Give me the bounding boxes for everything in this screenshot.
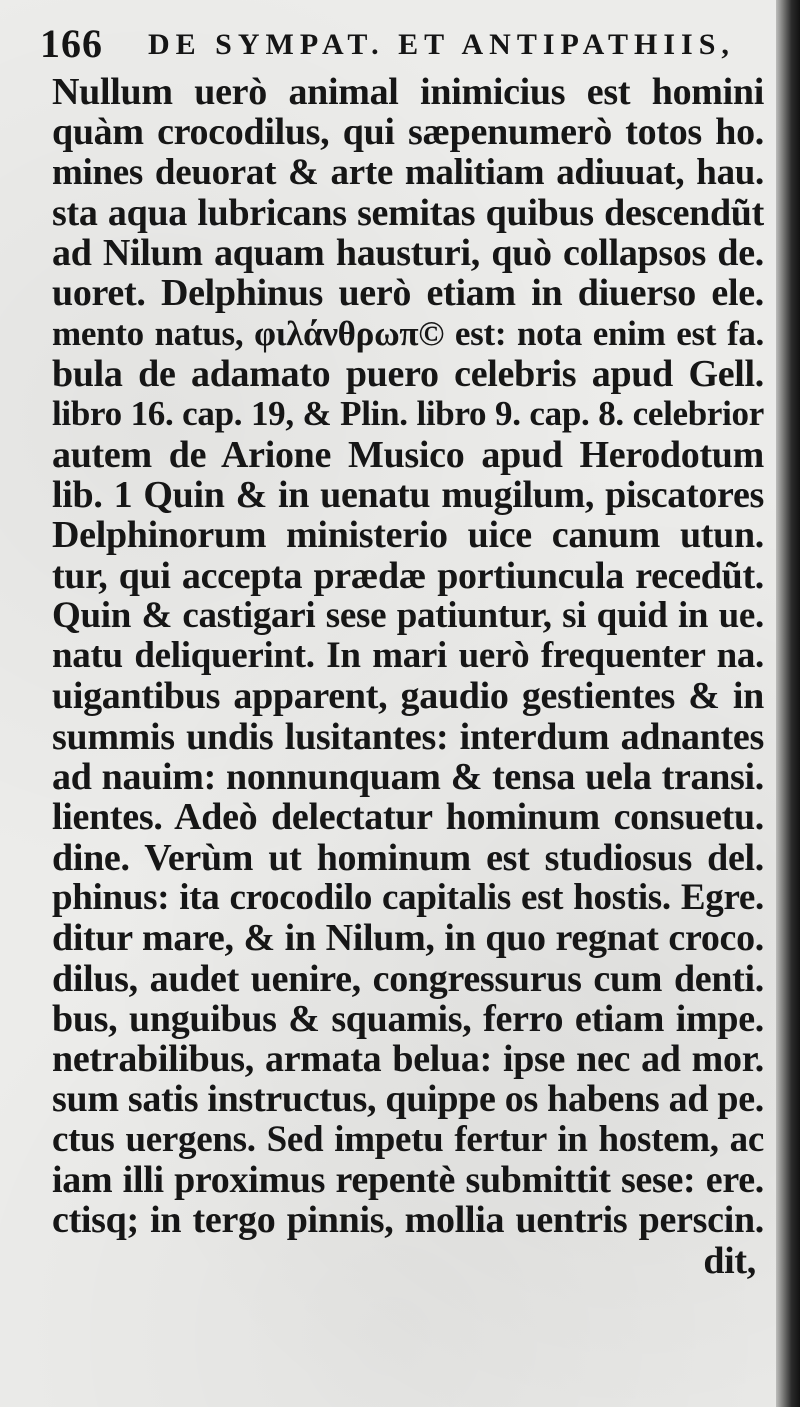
- text-line: ctus uergens. Sed impetu fertur in hostem, ac: [52, 1119, 764, 1160]
- text-line-last: dit,: [703, 1240, 756, 1281]
- text-line: summis undis lusitantes: interdum adnantes: [52, 716, 764, 758]
- text-line: natu deliquerint. In mari uerò frequenter na.: [52, 636, 764, 677]
- body-text: [52, 72, 764, 1392]
- book-spine-shadow: [776, 0, 800, 1407]
- text-line: mento natus, φιλάνθρωπ© est: nota enim est fa.: [52, 313, 764, 353]
- text-line: bus, unguibus & squamis, ferro etiam impe.: [52, 998, 764, 1040]
- text-line: dine. Verùm ut hominum est studiosus del.: [52, 837, 764, 878]
- running-head: DE SYMPAT. ET ANTIPATHIIS,: [148, 28, 735, 61]
- text-line: tur, qui accepta prædæ portiuncula recedũt.: [52, 555, 764, 596]
- text-line: libro 16. cap. 19, & Plin. libro 9. cap. 8. celebrior: [52, 394, 764, 434]
- text-line: Nullum uerò animal inimicius est homini: [52, 72, 764, 113]
- text-line: Delphinorum ministerio uice canum utun.: [52, 515, 764, 556]
- text-line: ditur mare, & in Nilum, in quo regnat croco.: [52, 918, 764, 959]
- text-line: ad nauim: nonnunquam & tensa uela transi.: [52, 757, 764, 798]
- text-line: uigantibus apparent, gaudio gestientes & in: [52, 676, 764, 717]
- text-line: mines deuorat & arte malitiam adiuuat, hau.: [52, 152, 764, 193]
- text-line: uoret. Delphinus uerò etiam in diuerso ele.: [52, 273, 764, 314]
- text-line: lientes. Adeò delectatur hominum consuetu.: [52, 797, 764, 838]
- page-number: 166: [40, 21, 103, 66]
- text-line: Quin & castigari sese patiuntur, si quid in ue.: [52, 595, 764, 636]
- text-line: ctisq; in tergo pinnis, mollia uentris perscin.: [52, 1200, 764, 1241]
- text-line: autem de Arione Musico apud Herodotum: [52, 434, 764, 475]
- text-line: sum satis instructus, quippe os habens ad pe.: [52, 1079, 764, 1120]
- text-line: lib. 1 Quin & in uenatu mugilum, piscatores: [52, 474, 764, 516]
- text-line: phinus: ita crocodilo capitalis est hostis. Egre.: [52, 877, 764, 918]
- text-line: bula de adamato puero celebris apud Gell.: [52, 354, 764, 395]
- text-line: dilus, audet uenire, congressurus cum denti.: [52, 958, 764, 999]
- page-header: [40, 18, 740, 66]
- text-line: netrabilibus, armata belua: ipse nec ad mor.: [52, 1039, 764, 1080]
- text-line: ad Nilum aquam hausturi, quò collapsos de.: [52, 233, 764, 274]
- text-line: sta aqua lubricans semitas quibus descendũt: [52, 192, 764, 234]
- text-line: quàm crocodilus, qui sæpenumerò totos ho.: [52, 112, 764, 153]
- text-line: iam illi proximus repentè submittit sese: ere.: [52, 1160, 764, 1201]
